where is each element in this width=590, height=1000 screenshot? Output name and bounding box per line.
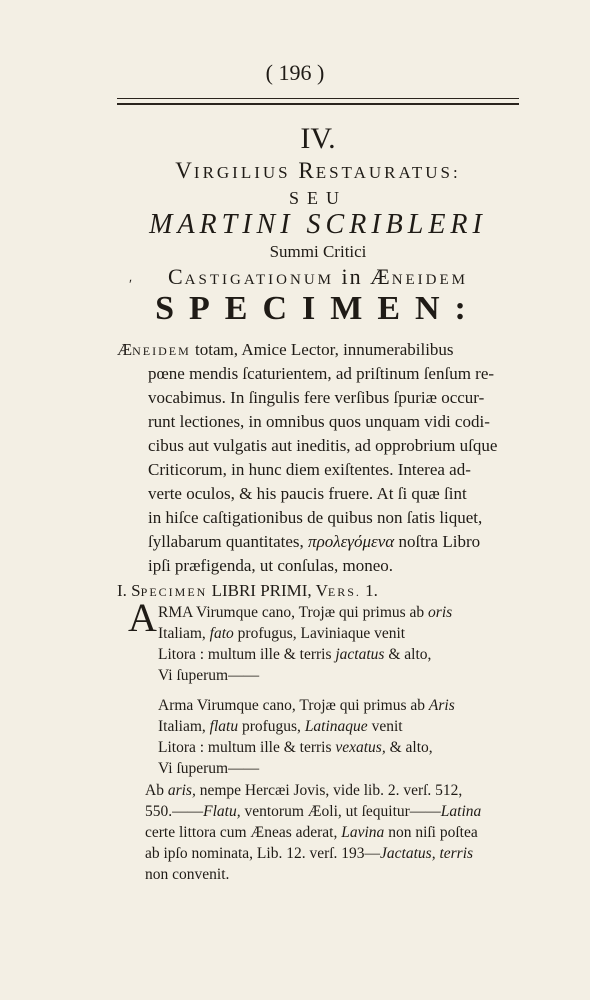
paragraph-line: cibus aut vulgatis aut ineditis, ad opprobrium uſque: [148, 436, 498, 455]
paragraph-line: vocabimus. In ſingulis fere verſibus ſpuriæ occur-: [148, 388, 485, 407]
paragraph-line: Criticorum, in hunc diem exiſtentes. Interea ad-: [148, 460, 471, 479]
paragraph-line: ipſi præfigenda, ut conſulas, moneo.: [148, 556, 394, 575]
paragraph-line: verte oculos, & his paucis fruere. At ſi quæ ſint: [148, 484, 467, 503]
title-specimen: SPECIMEN:: [155, 290, 481, 327]
note-line: ab ipſo nominata, Lib. 12. verſ. 193—Jactatus, terris: [145, 845, 474, 862]
drop-cap-a: A: [128, 595, 157, 640]
page-number: ( 196 ): [265, 60, 325, 85]
verse-line: Arma Virumque cano, Trojæ qui primus ab Aris: [158, 697, 455, 714]
verse-line: Italiam, fato profugus, Laviniaque venit: [158, 625, 406, 642]
note-line: Ab aris, nempe Hercæi Jovis, vide lib. 2. verſ. 512,: [145, 782, 463, 799]
printer-mark: ʹ: [129, 278, 133, 293]
title-summi-critici: Summi Critici: [269, 242, 367, 261]
paragraph-line: ſyllabarum quantitates, προλεγόμενα noſtra Libro: [148, 532, 481, 551]
verse-line: RMA Virumque cano, Trojæ qui primus ab oris: [158, 604, 453, 621]
specimen-heading: I. SPECIMEN LIBRI PRIMI, VERS. 1.: [117, 581, 378, 600]
verse-line: Italiam, flatu profugus, Latinaque venit: [158, 718, 403, 735]
greek-word: προλεγόμενα: [308, 532, 395, 551]
section-number: IV.: [300, 122, 336, 155]
verse-line: Litora : multum ille & terris jactatus & alto,: [158, 646, 432, 663]
title-seu: SEU: [288, 188, 347, 208]
title-martini-scribleri: MARTINI SCRIBLERI: [149, 209, 487, 240]
title-castigationum: CASTIGATIONUM in ÆNEIDEM: [167, 264, 469, 289]
note-line: non convenit.: [145, 866, 230, 883]
paragraph-line: in hiſce caſtigationibus de quibus non ſatis liquet,: [148, 508, 483, 527]
header-rule-thick: [117, 103, 519, 105]
paragraph-line: runt lectiones, in omnibus quos unquam vidi codi-: [148, 412, 490, 431]
title-virgilius-restauratus: VIRGILIUS RESTAURATUS:: [175, 158, 461, 183]
verse-line: Vi ſuperum——: [158, 760, 260, 777]
verse-line: Litora : multum ille & terris vexatus, & alto,: [158, 739, 433, 756]
verse-line: Vi ſuperum——: [158, 667, 260, 684]
paragraph-line: ÆNEIDEM totam, Amice Lector, innumerabilibus: [117, 340, 454, 359]
header-rule-thin: [117, 98, 519, 99]
note-line: certe littora cum Æneas aderat, Lavina non niſi poſtea: [145, 824, 478, 841]
paragraph-line: pœne mendis ſcaturientem, ad priſtinum ſenſum re-: [148, 364, 495, 383]
note-line: 550.——Flatu, ventorum Æoli, ut ſequitur——Latina: [145, 803, 482, 820]
